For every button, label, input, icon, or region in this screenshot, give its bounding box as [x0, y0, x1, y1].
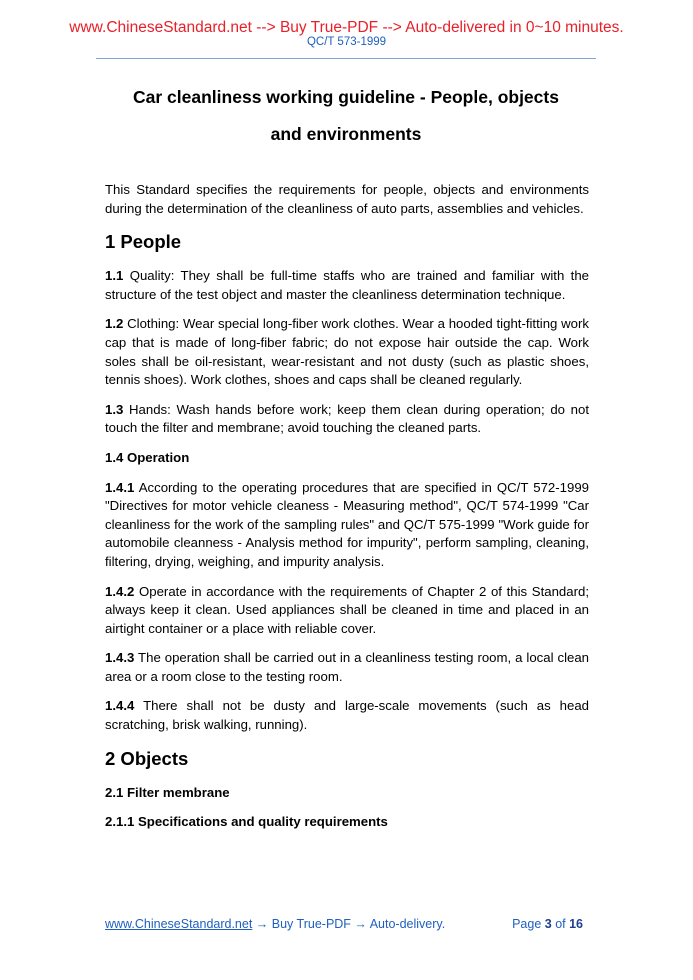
clause-number: 1.4.2 [105, 583, 135, 599]
clause-text: Clothing: Wear special long-fiber work clothes. Wear a hooded tight-fitting work cap that is made of long-fiber fabric; do not expose hair outside the cap. Work soles shall be oil-resistant, wear-resistant and not dusty (such as plastic shoes, tennis shoes). Work clothes, shoes and caps shall be cleaned regularly. [105, 316, 589, 388]
page-footer [105, 916, 589, 932]
clause-number: 1.4.3 [105, 650, 135, 666]
clause-1-4-heading: 1.4 Operation [105, 449, 190, 465]
clause-1-4-2 [105, 583, 589, 639]
clause-2-1-heading: 2.1 Filter membrane [105, 784, 230, 800]
intro-paragraph: This Standard specifies the requirements for people, objects and environments during the determination of the cleanliness of auto parts, assemblies and vehicles. [105, 182, 589, 216]
clause-number: 1.4.1 [105, 479, 135, 495]
clause-text: Operate in accordance with the requirements of Chapter 2 of this Standard; always keep it clean. Used appliances shall be cleaned in time and placed in an airtight container or a place with reliable cover. [105, 583, 589, 636]
clause-1-1 [105, 267, 589, 304]
clause-text: There shall not be dusty and large-scale movements (such as head scratching, brisk walking, running). [105, 698, 589, 733]
section-2-heading: 2 Objects [105, 747, 189, 769]
document-body [105, 181, 589, 843]
clause-text: The operation shall be carried out in a cleanliness testing room, a local clean area or a room close to the testing room. [105, 650, 589, 684]
clause-1-2 [105, 315, 589, 389]
header-divider [96, 58, 596, 59]
clause-1-4-3 [105, 649, 589, 686]
footer-site-link[interactable]: www.ChineseStandard.net [105, 917, 253, 931]
clause-2-1-1-heading: 2.1.1 Specifications and quality requirements [105, 814, 388, 830]
document-title [96, 79, 596, 153]
title-line-2: and environments [270, 124, 422, 144]
clause-text: According to the operating procedures that are specified in QC/T 572-1999 "Directives for motor vehicle cleaness - Measuring method", QC/T 574-1999 "Car cleanliness for the work of the sampling rules" and QC/T 575-1999 "Work guide for automobile cleanness - Analysis method for impurity", perform sampling, cleaning, filtering, drying, weighing, and impurity analysis. [105, 479, 589, 569]
clause-1-4-4 [105, 697, 589, 734]
total-page-count: 16 [569, 917, 583, 931]
footer-tagline: → Buy True-PDF → Auto-delivery. [252, 917, 446, 931]
clause-number: 1.2 [105, 316, 124, 332]
page-label: Page [512, 917, 545, 931]
clause-1-3 [105, 401, 589, 438]
clause-number: 1.4.4 [105, 698, 135, 714]
standard-code: QC/T 573-1999 [306, 36, 387, 48]
promo-banner[interactable]: www.ChineseStandard.net --> Buy True-PDF --> Auto-delivered in 0~10 minutes. [69, 19, 624, 36]
page-indicator [512, 916, 583, 932]
clause-1-4-1 [105, 479, 589, 572]
clause-text: Hands: Wash hands before work; keep them clean during operation; do not touch the filter and membrane; avoid touching the cleaned parts. [105, 401, 589, 436]
clause-text: Quality: They shall be full-time staffs who are trained and familiar with the structure of the test object and master the cleanliness determination technique. [105, 268, 589, 302]
clause-number: 1.3 [105, 401, 124, 417]
title-line-1: Car cleanliness working guideline - People, objects [133, 87, 559, 107]
current-page-number: 3 [544, 917, 552, 931]
of-label: of [551, 917, 570, 931]
section-1-heading: 1 People [105, 231, 182, 253]
clause-number: 1.1 [105, 268, 124, 284]
